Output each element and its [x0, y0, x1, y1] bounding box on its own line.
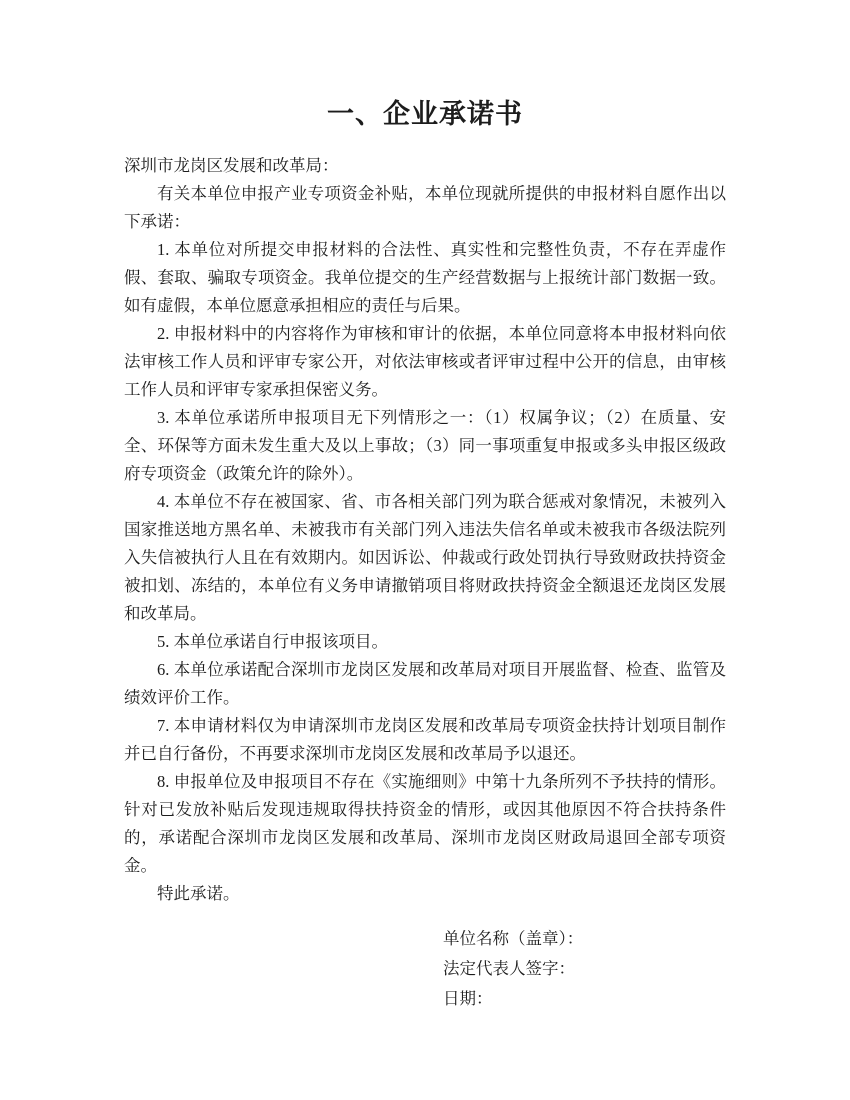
document-body: [124, 152, 726, 908]
company-seal-line: 单位名称（盖章）：: [443, 929, 584, 948]
commitment-item-8: 8. 申报单位及申报项目不存在《实施细则》中第十九条所列不予扶持的情形。针对已发放补贴后发现违规取得扶持资金的情形，或因其他原因不符合扶持条件的，承诺配合深圳市龙岗区发展和改革局、深圳市龙岗区财政局退回全部专项资金。: [124, 772, 726, 875]
intro-paragraph: 有关本单位申报产业专项资金补贴，本单位现就所提供的申报材料自愿作出以下承诺：: [124, 184, 726, 231]
document-title: 一、企业承诺书: [327, 99, 523, 129]
salutation-line: 深圳市龙岗区发展和改革局：: [124, 156, 339, 175]
commitment-item-3: 3. 本单位承诺所申报项目无下列情形之一：（1）权属争议；（2）在质量、安全、环保等方面未发生重大及以上事故；（3）同一事项重复申报或多头申报区级政府专项资金（政策允许的除外）。: [124, 408, 726, 483]
date-line: 日期：: [443, 989, 493, 1008]
legal-representative-line: 法定代表人签字：: [443, 959, 575, 978]
closing-line: 特此承诺。: [157, 884, 240, 903]
commitment-item-6: 6. 本单位承诺配合深圳市龙岗区发展和改革局对项目开展监督、检查、监管及绩效评价工作。: [124, 660, 726, 707]
commitment-item-1: 1. 本单位对所提交申报材料的合法性、真实性和完整性负责，不存在弄虚作假、套取、骗取专项资金。我单位提交的生产经营数据与上报统计部门数据一致。如有虚假，本单位愿意承担相应的责任与后果。: [124, 240, 726, 315]
commitment-item-5: 5. 本单位承诺自行申报该项目。: [157, 632, 388, 651]
commitment-item-7: 7. 本申请材料仅为申请深圳市龙岗区发展和改革局专项资金扶持计划项目制作并已自行备份，不再要求深圳市龙岗区发展和改革局予以退还。: [124, 716, 726, 763]
commitment-item-2: 2. 申报材料中的内容将作为审核和审计的依据，本单位同意将本申报材料向依法审核工作人员和评审专家公开，对依法审核或者评审过程中公开的信息，由审核工作人员和评审专家承担保密义务。: [124, 324, 726, 399]
signature-block: [443, 924, 726, 1014]
commitment-item-4: 4. 本单位不存在被国家、省、市各相关部门列为联合惩戒对象情况，未被列入国家推送地方黑名单、未被我市有关部门列入违法失信名单或未被我市各级法院列入失信被执行人且在有效期内。如因诉讼、仲裁或行政处罚执行导致财政扶持资金被扣划、冻结的，本单位有义务申请撤销项目将财政扶持资金全额退还龙岗区发展和改革局。: [124, 492, 726, 623]
